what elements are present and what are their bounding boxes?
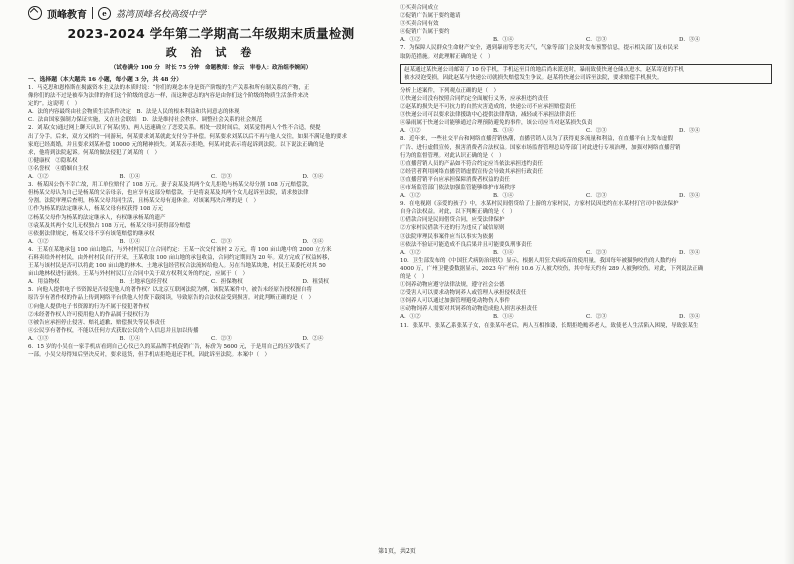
text-line: ④公民享有著作权，不能以任何方式获取公民的个人信息并且加以传播 [28, 327, 199, 334]
header-logo-bar [28, 6, 206, 20]
text-line: 9．在电视剧《亲爱的孩子》中，水某村民间借贷给了上游的方家村民，方家村民因违约在水某村打官司中依法保护 [400, 201, 679, 208]
text-line: ④依据法律规定，杨某父母不享有该笔赔偿的继承权 [28, 230, 155, 237]
answer-options-row: A．①② B．①④ C．②③ D．③④ [400, 128, 700, 135]
text-line: 分割。法院审理后查明，杨某父母共同生活，且杨某父母有退休金。对该案判决合理的是（ ） [28, 198, 260, 205]
text-line: 10．卫生部发布的《中国狂犬病防治现状》显示，根据人用狂犬病疫苗的使用量，我国每年被猫狗咬伤的人数约有 [400, 257, 677, 264]
text-line: 定的”。这说明（ ） [28, 101, 81, 108]
text-line: 的是（ ） [400, 274, 428, 280]
text-line: C．法由国家强制力保证实施，又在社会联结 D．法是维持社会秩序、调整社会关系的社会规范 [28, 117, 263, 124]
answer-options-row: A．①③ B．①④ C．②③ D．②④ [28, 335, 324, 342]
text-line: ③买卖合同有效 [400, 21, 439, 28]
scan-shadow-edge [784, 0, 794, 564]
text-line: ③快递公司可以要求法律援助中心提供法律帮助，减轻或不承担法律责任 [400, 112, 577, 119]
page-number: 第1页，共2页 [378, 548, 416, 555]
text-line: ②杨某父母作为杨某的法定继承人，有权继承杨某的遗产 [28, 214, 166, 221]
text-line: 但杨某父母认为自己是杨某的父亲母亲，也应享有这部分赔偿款，于是将袁某及其两个女儿起诉至法院，请求按法律 [28, 190, 309, 197]
left-column [28, 20, 394, 359]
text-line: ①买卖合同成立 [400, 5, 439, 11]
text-line: 像你们的法不过是被奉为法律的你们这个阶级的意志一样，而这种意志的内容是由你们这个阶级的物质生活条件来决 [28, 93, 309, 100]
text-line: 分析上述案件，下列观点正确的是（ ） [400, 87, 500, 94]
text-line: ①借款合同是民间借贷合同，应受法律保护 [400, 217, 505, 224]
right-question-list-top [400, 4, 772, 61]
text-line: ①快递公司没有按照合同约定全面履行义务，应承担违约责任 [400, 95, 549, 102]
text-line: ①作为杨某的法定继承人，杨某父母有权获得 108 万元 [28, 206, 163, 213]
text-line: ④市场监管部门依法加强监管能够维护市场秩序 [400, 184, 516, 191]
right-question-list [400, 87, 772, 330]
text-line: ①健康权 ②隐私权 [28, 157, 78, 164]
right-column [400, 4, 772, 330]
text-line: 5．向他人提供电子书资源是否侵犯他人的著作权？以北京互联网法院为例，该院某案件中，被告未经原告授权擅自将 [28, 287, 313, 294]
text-line: ②受害人可以要求动物饲养人或管理人承担侵权责任 [400, 290, 527, 297]
answer-options-row: A．①② B．①④ C．②③ D．③④ [400, 193, 700, 200]
text-line: ④动物饲养人需要对其饲养的动物造成他人损害承担责任 [400, 306, 538, 313]
text-line: 取防范措施。对此理解正确的是（ ） [400, 53, 494, 60]
text-line: ②赵某的损失是不可抗力的自然灾害造成的，快递公司不应承担赔偿责任 [400, 104, 577, 111]
text-line: ④暴雨属于快递公司能够通过合理预防避免的事件，该公司应当对赵某损失负责 [400, 120, 593, 127]
text-line: ①向他人提供电子书资源的行为不属于侵犯著作权 [28, 303, 150, 310]
text-line: 原告享有著作权的作品上传到网络平台供他人付费下载阅读，导致原告的合法权益受到损害。对此判断正确的是（ ） [28, 295, 315, 302]
answer-options-row: A．①② B．①④ C．②③ D．③④ [400, 37, 700, 44]
answer-options-row: A．①② B．①④ C．②③ D．③④ [28, 238, 324, 245]
text-line: ②促销广告属于要约邀请 [400, 13, 461, 20]
text-line: 王某与该村民是否可以将此 100 亩山地的林木、土地承包经营权合法流转给他人。另在当地某块地，村民王某委托对其 50 [28, 263, 326, 270]
text-line: 家庭已经离婚，并且要求刘某补偿 10000 元的精神损失。刘某表示拒绝，何某对此表示将起诉到法院。以下说法正确的是 [28, 141, 324, 148]
text-line: ③法院审理民事案件应当以事实为依据 [400, 233, 494, 240]
text-line: ①饲养动物应遵守法律法规，遵守社会公德 [400, 282, 505, 289]
answer-options-row: A．①② B．①④ C．②③ D．③④ [400, 249, 700, 256]
text-line: ②方家村民借款不还的行为违反了诚信原则 [400, 225, 505, 232]
text-line: 一部。小吴父母得知后坚决反对，要求退货，但手机店拒绝退还手机，因此诉至法院。本案中（ ） [28, 352, 271, 359]
brand-name: 顶峰教育 [47, 9, 87, 21]
text-line: 3．杨某因公伤不幸亡故，用工单位赔付了 108 万元。妻子袁某及其两个女儿拒绝与杨某父母分割 108 万元赔偿款， [28, 182, 313, 189]
brand-mountain-icon [28, 6, 42, 20]
school-emblem-icon: e [98, 7, 111, 20]
case-material-box [400, 64, 772, 84]
text-line: 出了分手。后来，双方又相约一同游玩，何某要求刘某就此支付分手补偿。何某要求刘某以后不再与他人交往，如果不满足他的要求 [28, 133, 348, 140]
text-line: ③直播营销平台应承担保障消费者权益的责任 [400, 176, 511, 183]
text-line: 7．为保障人民群众生命财产安全，遇到暴雨等恶劣天气，气象等部门会及时发布预警信息，提示相关部门及市民采 [400, 45, 679, 52]
text-line: 自身合法权益。对此，以下判断正确的是（ ） [400, 209, 516, 216]
answer-options-row: A．用益物权 B．土地承包经营权 C．担保物权 D．租赁权 [28, 279, 329, 286]
text-line: 4000 万，广州卫健委数据显示，2023 年广州有 10.6 万人被犬咬伤，其中每天约有 289 人被狗咬伤。对此，下列说法正确 [400, 265, 704, 272]
text-line: 求，他将到法院起诉。何某的做法侵犯了刘某的（ ） [28, 149, 161, 156]
text-line: 亩山地林权进行流转。王某与外村村民订立合同中关于双方权利义务的约定，应属于（ ） [28, 271, 249, 278]
text-line: 11．张某甲、张某乙系张某子女，在张某年老后，两人互相推诿，长期拒绝赡养老人，致使老人生活陷入困境，导致张某生 [400, 322, 699, 329]
text-line: ④依法不验证可能造成不良后果并且可能要负刑事责任 [400, 241, 533, 248]
exam-subject: 政 治 试 卷 [165, 46, 257, 59]
text-line: 6．15 岁的小吴在一家手机店看到自己心仪已久的某品牌手机促销广告，标价为 5600 元，于是用自己的压岁钱买了 [28, 344, 311, 350]
text-line: ①直播营销人员的产品如不符合约定应当依法承担违约责任 [400, 160, 544, 167]
text-line: ③被告应承担停止侵害、赔礼道歉、赔偿损失等民事责任 [28, 319, 166, 326]
logo-divider [92, 7, 93, 19]
text-line: 8．近年来，一些社交平台和网络直播营销热潮，直播营销人员为了获得更多流量和利益，在直播平台上发布虚假 [400, 136, 674, 143]
text-line: ②经营者利用网络直播营销虚假宣传会导致其承担行政责任 [400, 168, 544, 175]
section-heading: 一、选择题（本大题共 16 小题，每小题 3 分，共 48 分） [28, 77, 183, 83]
text-line: ③饲养人可以通过加强管理避免动物伤人事件 [400, 298, 511, 305]
text-line: ③名誉权 ④婚姻自主权 [28, 165, 89, 172]
exam-meta: （试卷满分 100 分 时长 75 分钟 命题教师：徐云 审卷人：政治组李婉闲） [110, 65, 312, 71]
school-logo-text: 荔湾顶峰名校高级中学 [116, 9, 207, 20]
text-line: 2．刘某(女)通过网上聊天认识了何某(男)，两人迅速确立了恋爱关系。相处一段时间后，刘某觉得两人个性不合适，便提 [28, 125, 321, 132]
text-line: 被水浸泡受损，因此赵某与快递公司就损失赔偿发生争议。赵某将快递公司诉至法院，要求赔偿手机损失。 [404, 74, 663, 81]
left-question-list [28, 84, 394, 359]
text-line: ②未经著作权人许可使用他人的作品属于侵权行为 [28, 311, 150, 318]
answer-options-row: A．①② B．①④ C．②③ D．③④ [28, 174, 324, 181]
text-line: 石料卖给外村村民，由外村村民自行开采，王某收取 100 亩山地的承包收益，合同约定期间为 20 年。双方完成了权益转移， [28, 254, 333, 261]
text-line: ③袁某及其两个女儿无权独占 108 万元，杨某父母可获得部分赔偿 [28, 222, 191, 229]
text-line: 广告、进行虚假宣传，损害消费者合法权益。国家市场监督管理总局等部门对此进行专项治理，加强对网络直播营销 [400, 144, 681, 151]
text-line: 1．马克思和恩格斯在揭露资本主义法的本质时说：“你们的观念本身是资产阶级的生产关系和所有制关系的产物，正 [28, 85, 310, 91]
text-line: 4．王某在某地承包 100 亩山地后，与外村村民订立合同约定：王某一次交付该村 2 万元，将 100 亩山地中的 2000 立方米 [28, 246, 332, 253]
exam-title: 2023-2024 学年第二学期高二年级期末质量检测 [67, 26, 355, 41]
answer-options-row: A．①② B．①④ C．②③ D．③④ [400, 314, 700, 321]
text-line: 行为的监督管理。对此认识正确的是（ ） [400, 152, 505, 159]
text-line: ④促销广告属于要约 [400, 29, 450, 36]
text-line: A．法的内容最终由社会物质生活条件决定 B．法是人民的根本利益和共同意志的体现 [28, 109, 240, 116]
text-line: 赵某通过某快递公司邮寄了 10 份手机，手机运至目的地后尚未派送时，暴雨致使快递仓储点进水，赵某寄送的手机 [404, 66, 684, 73]
